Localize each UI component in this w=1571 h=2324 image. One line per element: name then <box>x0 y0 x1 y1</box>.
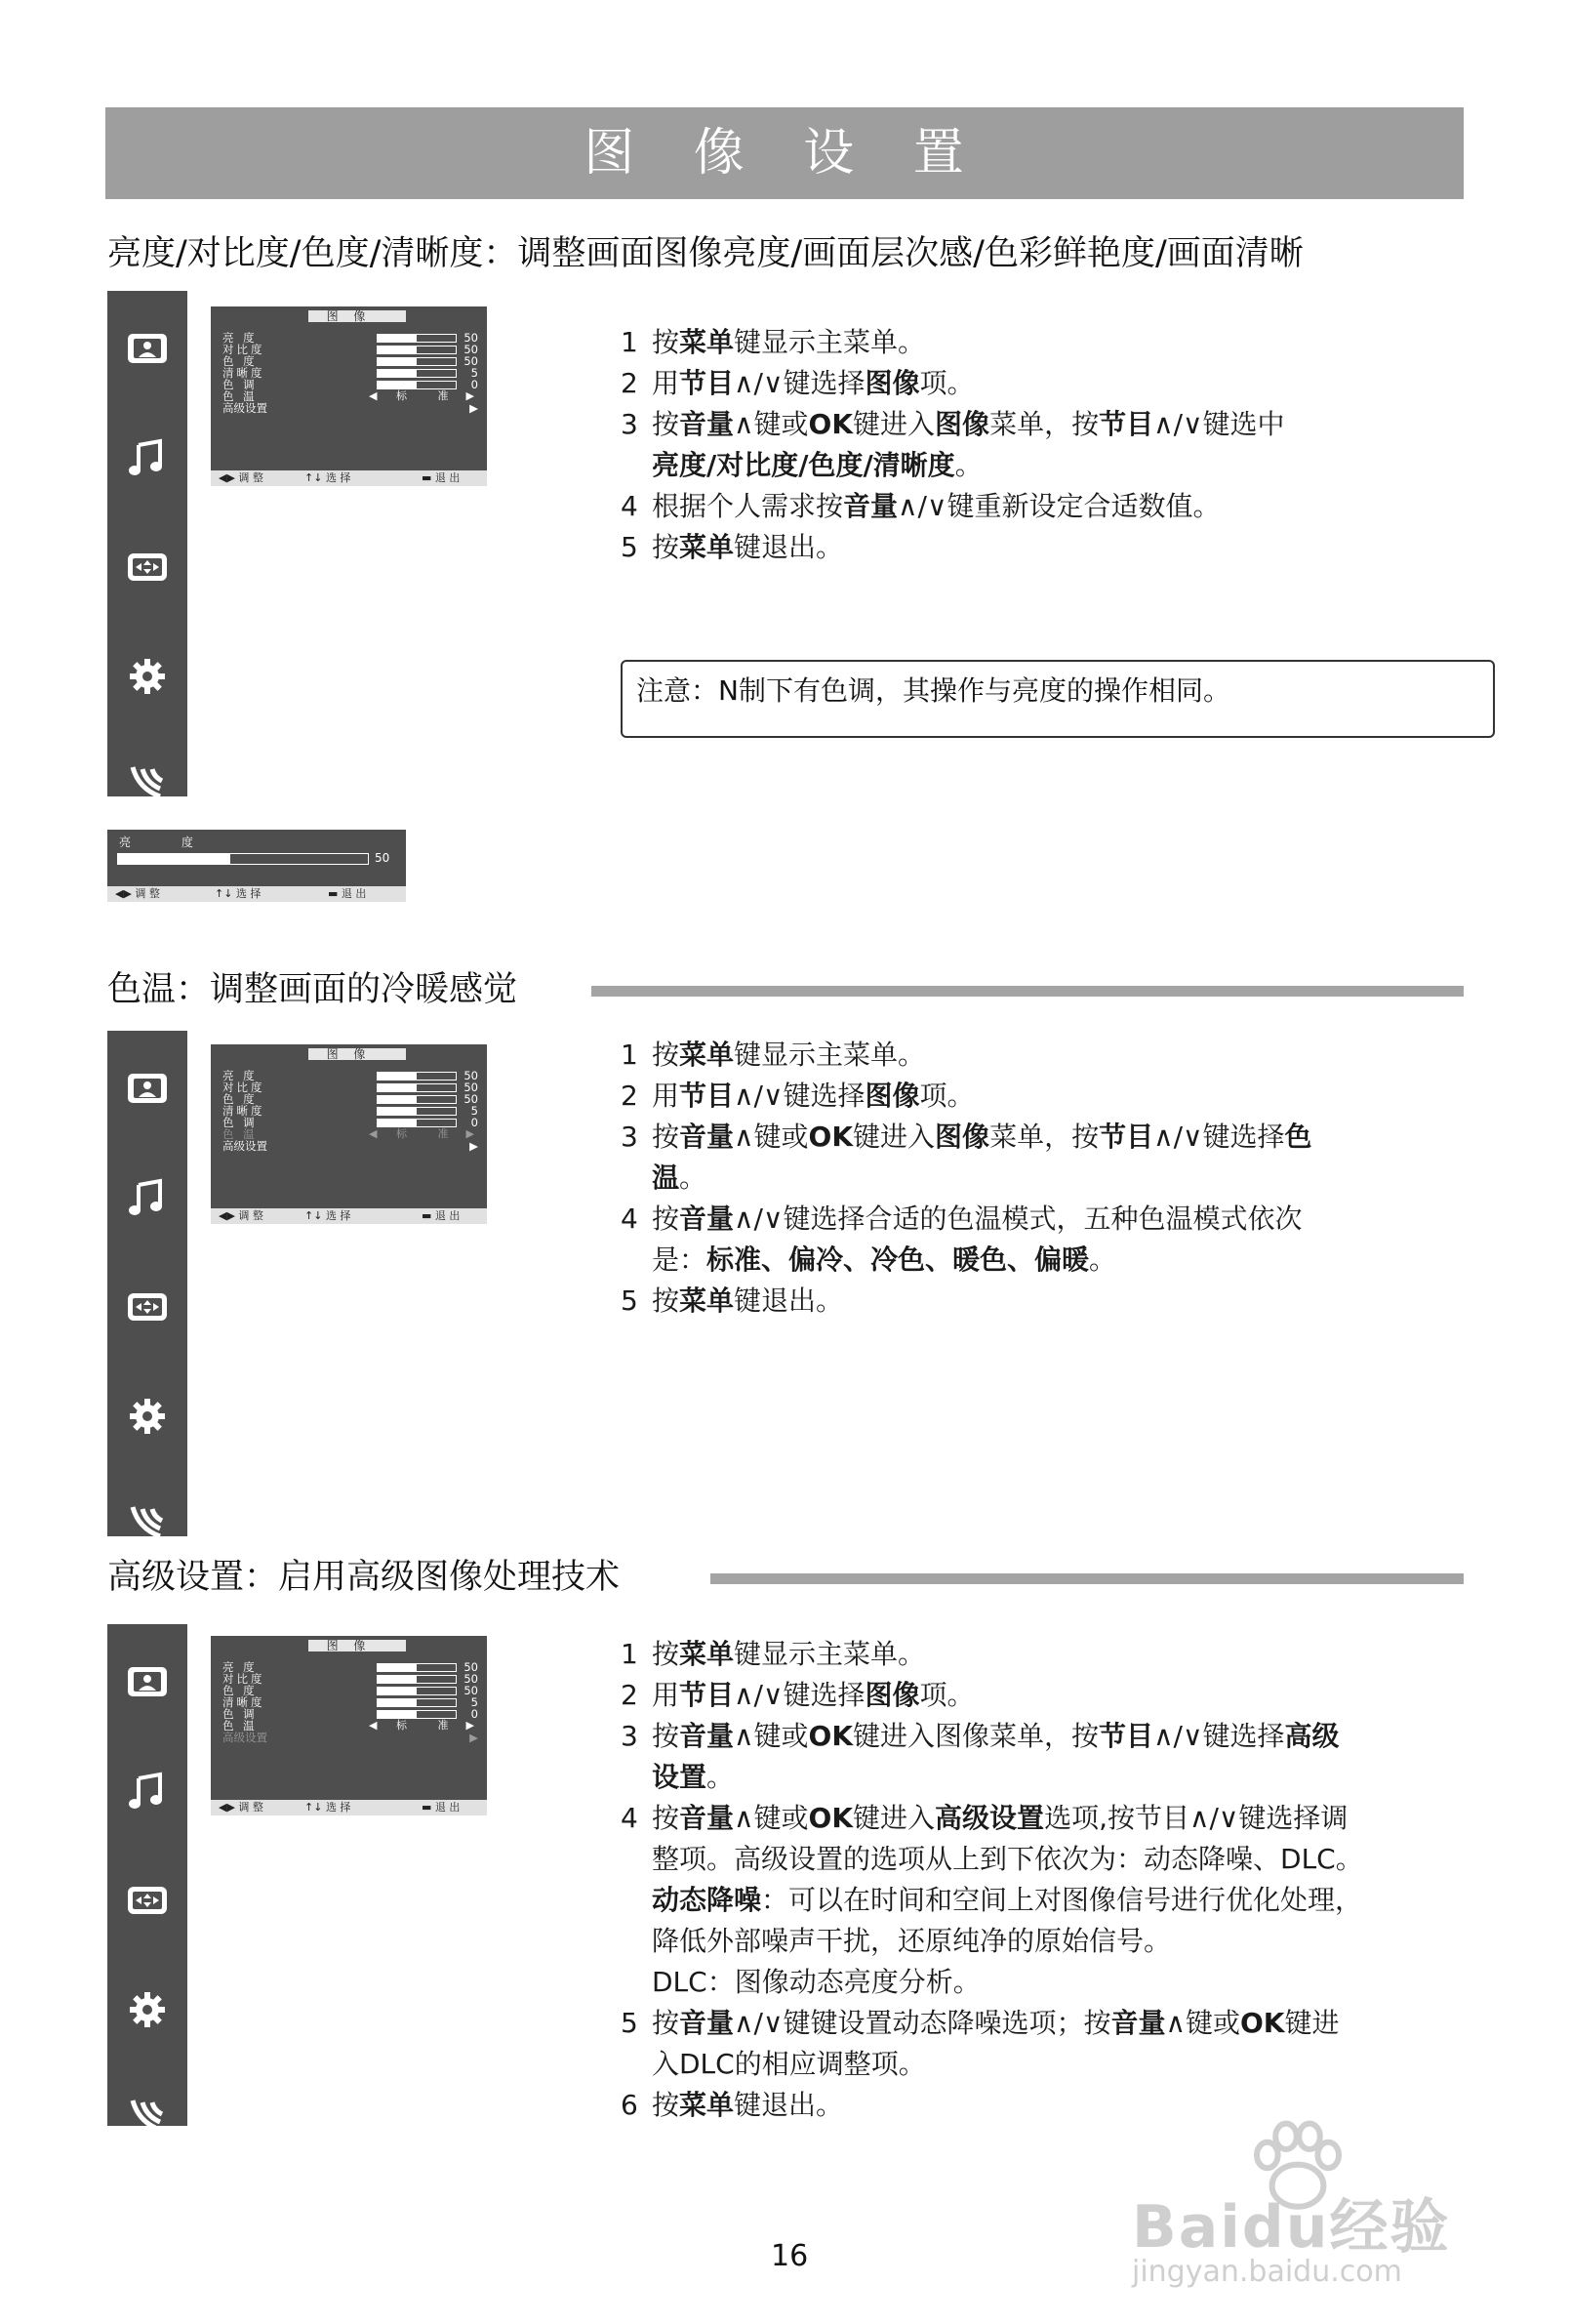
note-box <box>621 660 1495 738</box>
osd-row-bar-fill <box>378 1676 417 1683</box>
step-text: 键退出。 <box>734 531 844 563</box>
step-text: 项。 <box>919 1679 975 1711</box>
osd-row-value: 50 <box>463 343 478 356</box>
step-text: 。 <box>706 1761 735 1793</box>
step-number: 2 <box>621 1080 638 1112</box>
osd-row-bar <box>377 1119 457 1127</box>
osd-row-value: 50 <box>463 1069 478 1082</box>
step-keyword: 菜单 <box>679 1284 735 1317</box>
step-text: 菜单，按 <box>989 408 1100 440</box>
step-line <box>621 1716 1479 1757</box>
step-text: ∧键或 <box>734 1720 809 1752</box>
osd-row-bar <box>377 1687 457 1695</box>
step-text: 是： <box>652 1244 707 1276</box>
osd-row-label: 色 温 <box>222 1127 258 1141</box>
menu-sidebar <box>107 291 187 796</box>
osd-row-bar <box>377 1710 457 1719</box>
step-keyword: 节目 <box>679 1080 735 1112</box>
step-text: 菜单，按 <box>989 1121 1100 1153</box>
step-number: 6 <box>621 2089 638 2121</box>
osd-footer <box>211 1208 487 1224</box>
picture-icon <box>125 326 170 371</box>
step-keyword: 音量 <box>679 2007 735 2039</box>
step-keyword: 温 <box>652 1162 680 1194</box>
osd-row-label: 色 调 <box>222 1707 258 1721</box>
osd-row-bar-fill <box>378 335 417 342</box>
step-line <box>621 2044 1479 2085</box>
section-heading-advanced: 高级设置：启用高级图像处理技术 <box>107 1558 621 1597</box>
step-text: 键进入 <box>853 1802 936 1834</box>
step-text: 按 <box>652 326 680 358</box>
osd-row-label: 对比度 <box>222 1080 265 1094</box>
step-keyword: 节目 <box>679 1679 735 1711</box>
osd-row-label: 色 度 <box>222 354 258 368</box>
step-keyword: 音量 <box>679 408 735 440</box>
slider-value: 50 <box>375 851 390 865</box>
step-line <box>621 1199 1479 1240</box>
osd-row-label: 亮 度 <box>222 331 258 345</box>
step-text: ∧键或 <box>734 408 809 440</box>
step-line <box>621 1880 1479 1921</box>
step-text: 键进入图像菜单，按 <box>853 1720 1100 1752</box>
page-number: 16 <box>771 2239 809 2273</box>
osd-row-label: 清晰度 <box>222 366 265 380</box>
signal-icon <box>125 2093 170 2138</box>
osd-row <box>222 1673 478 1685</box>
osd-row-bar-fill <box>378 1120 417 1126</box>
osd-row-label: 亮 度 <box>222 1660 258 1674</box>
step-text: ∧键或 <box>734 1802 809 1834</box>
menu-sidebar <box>107 1031 187 1536</box>
osd-row <box>222 1105 478 1117</box>
exit-hint: ▬ 退 出 <box>328 887 367 900</box>
osd-row-value: 50 <box>463 354 478 368</box>
osd-row <box>222 1081 478 1093</box>
step-number: 3 <box>621 1720 638 1752</box>
osd-row-bar <box>377 1083 457 1092</box>
osd-row <box>222 344 478 355</box>
music-note-icon <box>125 1175 170 1220</box>
step-keyword: 图像 <box>935 1121 990 1153</box>
osd-row-bar-fill <box>378 1096 417 1103</box>
osd-row-bar-fill <box>378 1699 417 1706</box>
step-text: 按 <box>652 1638 680 1670</box>
screen-ratio-icon <box>125 1878 170 1923</box>
select-hint: ↑↓ 选 择 <box>304 1801 351 1814</box>
osd-picture-menu <box>211 1044 487 1224</box>
step-keyword: 菜单 <box>679 1638 735 1670</box>
signal-icon <box>125 759 170 804</box>
step-text: 按 <box>652 1203 680 1235</box>
step-text: ∧/∨键重新设定合适数值。 <box>898 490 1221 522</box>
osd-row-label: 高级设置 <box>222 1139 267 1153</box>
instruction-steps-brightness <box>621 322 1479 568</box>
gear-icon <box>125 1987 170 2032</box>
step-text: 按 <box>652 1284 680 1317</box>
osd-row-advanced <box>222 1140 478 1152</box>
osd-row-label: 清晰度 <box>222 1104 265 1118</box>
step-keyword: OK <box>808 1720 854 1752</box>
step-line <box>621 1281 1479 1322</box>
step-text: 按 <box>652 2089 680 2121</box>
osd-row-bar-fill <box>378 1711 417 1718</box>
gear-icon <box>125 654 170 699</box>
step-text: ∧/∨键选择 <box>734 367 866 399</box>
adjust-hint: ◀▶ 调 整 <box>115 887 160 900</box>
step-text: 按 <box>652 2007 680 2039</box>
slider-fill <box>118 854 230 864</box>
step-keyword: 高级 <box>1284 1720 1340 1752</box>
step-line <box>621 1076 1479 1117</box>
adjust-hint: ◀▶ 调 整 <box>219 1801 263 1814</box>
step-text: ∧/∨键选择合适的色温模式，五种色温模式依次 <box>734 1203 1303 1235</box>
chevron-right-icon: ▶ <box>469 1139 478 1153</box>
step-keyword: 菜单 <box>679 1039 735 1071</box>
osd-row-bar-fill <box>378 382 417 388</box>
section-rule <box>710 1573 1464 1584</box>
osd-row-bar <box>377 357 457 366</box>
osd-row-value: 标 准 <box>396 1719 463 1732</box>
step-line <box>621 527 1479 568</box>
osd-row-bar-fill <box>378 1108 417 1115</box>
osd-row-color-temp: 色 温 ◀ 标 准 ▶ <box>222 1127 474 1141</box>
page-title: 图 像 设 置 <box>105 107 1464 199</box>
osd-row-value: 50 <box>463 1092 478 1106</box>
adjust-hint: ◀▶ 调 整 <box>219 1209 263 1222</box>
step-text: ∧/∨键选择 <box>734 1080 866 1112</box>
step-text: 键显示主菜单。 <box>734 1638 926 1670</box>
osd-row-label: 色 度 <box>222 1092 258 1106</box>
osd-row-label: 高级设置 <box>222 1731 267 1744</box>
osd-row-label: 色 度 <box>222 1684 258 1697</box>
osd-row-bar <box>377 1698 457 1707</box>
osd-footer <box>211 470 487 486</box>
step-keyword: 图像 <box>935 408 990 440</box>
step-text: 按 <box>652 1720 680 1752</box>
osd-row-bar-fill <box>378 1073 417 1080</box>
screen-ratio-icon <box>125 545 170 590</box>
step-text: 按 <box>652 1802 680 1834</box>
osd-row-value: 50 <box>463 1684 478 1697</box>
osd-row-label: 高级设置 <box>222 401 267 415</box>
music-note-icon <box>125 435 170 480</box>
exit-hint: ▬ 退 出 <box>422 471 461 484</box>
adjust-hint: ◀▶ 调 整 <box>219 471 263 484</box>
step-line <box>621 1035 1479 1076</box>
osd-row-label: 对比度 <box>222 343 265 356</box>
gear-icon <box>125 1394 170 1439</box>
step-text: ∧/∨键选择 <box>734 1679 866 1711</box>
step-number: 2 <box>621 1679 638 1711</box>
step-line <box>621 363 1479 404</box>
watermark-brand: Baidu经验 <box>1132 2193 1451 2262</box>
step-text: 键显示主菜单。 <box>734 326 926 358</box>
osd-footer <box>211 1800 487 1815</box>
step-text: 按 <box>652 531 680 563</box>
step-keyword: 菜单 <box>679 531 735 563</box>
step-keyword: 图像 <box>865 1679 920 1711</box>
osd-title: 图 像 <box>326 1639 372 1652</box>
step-keyword: 节目 <box>1099 408 1154 440</box>
osd-row-value: 5 <box>470 1104 478 1118</box>
step-number: 4 <box>621 1802 638 1834</box>
step-keyword: 节目 <box>1099 1720 1154 1752</box>
osd-row-bar <box>377 381 457 389</box>
step-text: 键显示主菜单。 <box>734 1039 926 1071</box>
osd-picture-menu <box>211 1636 487 1815</box>
step-keyword: 菜单 <box>679 326 735 358</box>
step-keyword: 音量 <box>679 1720 735 1752</box>
step-text: 降低外部噪声干扰，还原纯净的原始信号。 <box>652 1925 1172 1957</box>
step-keyword: 标准、偏冷、冷色、暖色、偏暖 <box>706 1244 1090 1276</box>
watermark-url: jingyan.baidu.com <box>1132 2255 1402 2289</box>
step-keyword: 节目 <box>1099 1121 1154 1153</box>
step-line <box>621 445 1479 486</box>
slider-label: 亮 度 <box>119 836 217 849</box>
exit-hint: ▬ 退 出 <box>422 1801 461 1814</box>
step-keyword: 色 <box>1284 1121 1312 1153</box>
osd-row-label: 对比度 <box>222 1672 265 1686</box>
step-text: 键进入 <box>853 1121 936 1153</box>
osd-row-bar-fill <box>378 347 417 353</box>
step-line <box>621 1240 1479 1281</box>
step-line <box>621 1921 1479 1962</box>
step-keyword: 亮度/对比度/色度/清晰度 <box>652 449 955 481</box>
step-text: 。 <box>679 1162 707 1194</box>
osd-brightness-slider <box>107 830 406 902</box>
step-number: 5 <box>621 531 638 563</box>
step-keyword: 音量 <box>1110 2007 1166 2039</box>
step-number: 1 <box>621 1638 638 1670</box>
step-number: 4 <box>621 1203 638 1235</box>
step-number: 3 <box>621 408 638 440</box>
chevron-right-icon: ▶ <box>469 1731 478 1744</box>
osd-title: 图 像 <box>326 1047 372 1061</box>
step-line <box>621 1839 1479 1880</box>
step-keyword: 设置 <box>652 1761 707 1793</box>
osd-row-value: 0 <box>470 1116 478 1129</box>
step-text: ∧/∨键选择 <box>1153 1121 1285 1153</box>
step-text: 项。 <box>919 1080 975 1112</box>
step-text: 项。 <box>919 367 975 399</box>
instruction-steps-color-temp <box>621 1035 1479 1322</box>
picture-icon <box>125 1659 170 1704</box>
step-text: 入DLC的相应调整项。 <box>652 2048 926 2080</box>
select-hint: ↑↓ 选 择 <box>304 471 351 484</box>
step-text: ∧/∨键键设置动态降噪选项；按 <box>734 2007 1111 2039</box>
osd-row-bar-fill <box>378 1084 417 1091</box>
step-line <box>621 1158 1479 1199</box>
osd-row-value: 标 准 <box>396 1127 463 1140</box>
step-number: 5 <box>621 2007 638 2039</box>
osd-row <box>222 1696 478 1708</box>
step-line <box>621 486 1479 527</box>
step-text: 选项,按节目∧/∨键选择调 <box>1044 1802 1349 1834</box>
osd-row-label: 色 温 <box>222 1719 258 1733</box>
osd-row-label: 亮 度 <box>222 1069 258 1082</box>
step-keyword: OK <box>1239 2007 1285 2039</box>
step-line <box>621 1962 1479 2003</box>
osd-row-color-temp: 色 温 ◀ 标 准 ▶ <box>222 1719 474 1733</box>
osd-row-value: 5 <box>470 1695 478 1709</box>
osd-row-bar <box>377 346 457 354</box>
osd-row-value: 50 <box>463 331 478 345</box>
step-number: 5 <box>621 1284 638 1317</box>
osd-row-value: 标 准 <box>396 389 463 402</box>
osd-row-bar <box>377 1095 457 1104</box>
step-keyword: 菜单 <box>679 2089 735 2121</box>
step-text: 用 <box>652 1080 680 1112</box>
step-number: 1 <box>621 326 638 358</box>
section-rule <box>591 986 1464 997</box>
step-text: 键进 <box>1284 2007 1340 2039</box>
step-text: 键退出。 <box>734 2089 844 2121</box>
step-number: 1 <box>621 1039 638 1071</box>
osd-title: 图 像 <box>326 309 372 323</box>
step-keyword: 音量 <box>843 490 899 522</box>
instruction-steps-advanced <box>621 1634 1479 2126</box>
screen-ratio-icon <box>125 1284 170 1329</box>
step-keyword: 高级设置 <box>935 1802 1045 1834</box>
step-number: 4 <box>621 490 638 522</box>
step-keyword: 音量 <box>679 1802 735 1834</box>
osd-row-bar <box>377 1663 457 1672</box>
step-text: 键进入 <box>853 408 936 440</box>
step-keyword: OK <box>808 408 854 440</box>
signal-icon <box>125 1499 170 1544</box>
slider-track <box>117 853 369 865</box>
osd-row-value: 50 <box>463 1672 478 1686</box>
step-line <box>621 1634 1479 1675</box>
osd-row-value: 50 <box>463 1660 478 1674</box>
step-text: 键退出。 <box>734 1284 844 1317</box>
osd-row-label: 色 调 <box>222 378 258 391</box>
step-number: 3 <box>621 1121 638 1153</box>
step-text: 按 <box>652 408 680 440</box>
osd-row-bar <box>377 1107 457 1116</box>
osd-row <box>222 367 478 379</box>
step-text: ∧/∨键选择 <box>1153 1720 1285 1752</box>
osd-row-bar-fill <box>378 1688 417 1694</box>
step-number: 2 <box>621 367 638 399</box>
step-text: ∧键或 <box>1165 2007 1240 2039</box>
step-text: DLC：图像动态亮度分析。 <box>652 1966 981 1998</box>
osd-row-bar <box>377 334 457 343</box>
osd-row-label: 清晰度 <box>222 1695 265 1709</box>
step-keyword: OK <box>808 1802 854 1834</box>
step-line <box>621 1798 1479 1839</box>
select-hint: ↑↓ 选 择 <box>215 887 262 900</box>
step-keyword: 音量 <box>679 1121 735 1153</box>
step-keyword: OK <box>808 1121 854 1153</box>
osd-row-label: 色 调 <box>222 1116 258 1129</box>
exit-hint: ▬ 退 出 <box>422 1209 461 1222</box>
slider-footer <box>107 886 406 902</box>
music-note-icon <box>125 1769 170 1814</box>
menu-sidebar <box>107 1624 187 2126</box>
note-text: 注意：N制下有色调，其操作与亮度的操作相同。 <box>636 674 1230 707</box>
step-line <box>621 1675 1479 1716</box>
select-hint: ↑↓ 选 择 <box>304 1209 351 1222</box>
osd-row-bar <box>377 369 457 378</box>
step-text: ∧键或 <box>734 1121 809 1153</box>
step-line <box>621 1757 1479 1798</box>
watermark <box>1132 2108 1522 2304</box>
osd-picture-menu <box>211 306 487 486</box>
osd-row-value: 0 <box>470 1707 478 1721</box>
step-keyword: 图像 <box>865 1080 920 1112</box>
osd-row-bar-fill <box>378 358 417 365</box>
osd-row-value: 50 <box>463 1080 478 1094</box>
osd-row-color-temp: 色 温 ◀ 标 准 ▶ <box>222 389 474 403</box>
step-text: 。 <box>954 449 983 481</box>
osd-row-bar-fill <box>378 1664 417 1671</box>
step-text: 整项。高级设置的选项从上到下依次为：动态降噪、DLC。 <box>652 1843 1363 1875</box>
step-keyword: 音量 <box>679 1203 735 1235</box>
section-heading-color-temp: 色温：调整画面的冷暖感觉 <box>107 970 518 1009</box>
step-text: 。 <box>1089 1244 1117 1276</box>
osd-row-value: 5 <box>470 366 478 380</box>
osd-row-label: 色 温 <box>222 389 258 403</box>
step-keyword: 节目 <box>679 367 735 399</box>
step-text: 按 <box>652 1121 680 1153</box>
osd-row-value: 0 <box>470 378 478 391</box>
osd-row-bar <box>377 1072 457 1080</box>
step-text: 用 <box>652 1679 680 1711</box>
step-line <box>621 322 1479 363</box>
step-keyword: 动态降噪 <box>652 1884 762 1916</box>
step-text: 用 <box>652 367 680 399</box>
step-text: ∧/∨键选中 <box>1153 408 1285 440</box>
picture-icon <box>125 1066 170 1111</box>
section-heading-brightness: 亮度/对比度/色度/清晰度：调整画面图像亮度/画面层次感/色彩鲜艳度/画面清晰 <box>107 234 1304 273</box>
step-text: ：可以在时间和空间上对图像信号进行优化处理， <box>761 1884 1363 1916</box>
chevron-right-icon: ▶ <box>469 401 478 415</box>
osd-row-bar-fill <box>378 370 417 377</box>
step-line <box>621 404 1479 445</box>
osd-row-advanced <box>222 1732 478 1743</box>
step-text: 根据个人需求按 <box>652 490 844 522</box>
step-text: 按 <box>652 1039 680 1071</box>
osd-row-bar <box>377 1675 457 1684</box>
step-keyword: 图像 <box>865 367 920 399</box>
step-line <box>621 1117 1479 1158</box>
osd-row-advanced <box>222 402 478 414</box>
step-line <box>621 2003 1479 2044</box>
